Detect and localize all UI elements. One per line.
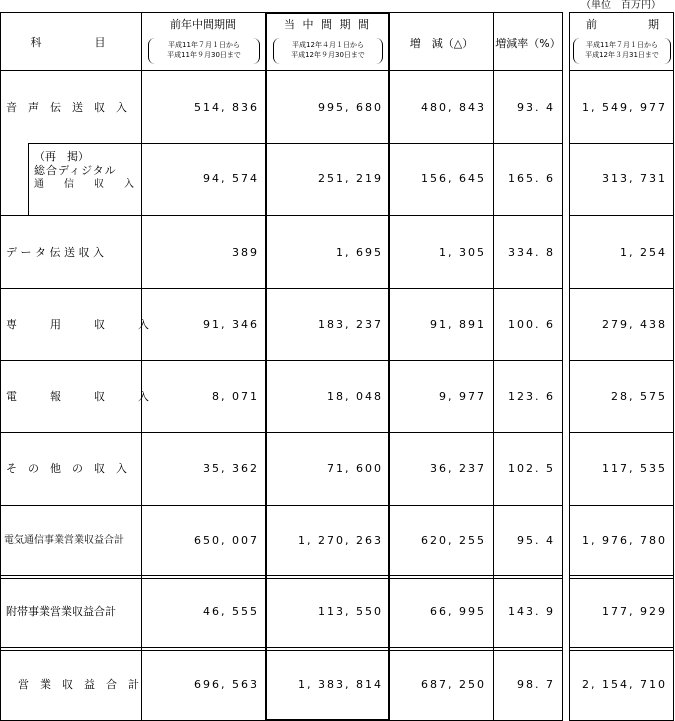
header-rule: [0, 70, 563, 71]
cell-prev-interim: 514, 836: [194, 101, 259, 114]
row-label: デ ー タ 伝 送 収 入: [6, 246, 104, 259]
cell-curr-interim: 1, 270, 263: [298, 534, 383, 547]
row-label: 総合ディジタル: [34, 164, 117, 177]
cell-rate: 123. 6: [508, 390, 555, 403]
row-rule: [0, 505, 563, 506]
row-rule: [569, 360, 674, 361]
row-label: 営 業 収 益 合 計: [18, 678, 139, 691]
cell-curr-interim: 251, 219: [318, 172, 383, 185]
cell-prev-fy: 2, 154, 710: [582, 678, 667, 691]
cell-prev-interim: 94, 574: [203, 172, 259, 185]
cell-prev-interim: 46, 555: [203, 605, 259, 618]
cell-prev-interim: 389: [232, 246, 259, 259]
row-rule: [0, 215, 563, 216]
cell-prev-interim: 8, 071: [212, 390, 259, 403]
row-rule-double: [569, 575, 674, 579]
cell-rate: 100. 6: [508, 318, 555, 331]
cell-rate: 165. 6: [508, 172, 555, 185]
cell-prev-fy: 279, 438: [602, 318, 667, 331]
cell-prev-fy: 117, 535: [602, 462, 667, 475]
header-prev-interim-period: 平成11年７月１日から 平成11年９月30日まで: [148, 38, 260, 64]
header-item: 科 目: [30, 36, 111, 49]
cell-prev-interim: 650, 007: [194, 534, 259, 547]
cell-prev-interim: 35, 362: [203, 462, 259, 475]
cell-change: 91, 891: [430, 318, 486, 331]
cell-prev-fy: 313, 731: [602, 172, 667, 185]
cell-prev-fy: 1, 549, 977: [582, 101, 667, 114]
row-rule: [28, 143, 141, 144]
row-label: そ の 他 の 収 入: [6, 462, 127, 475]
cell-prev-fy: 28, 575: [611, 390, 667, 403]
row-rule-double: [569, 647, 674, 651]
header-curr-interim-period: 平成12年４月１日から 平成12年９月30日まで: [273, 38, 383, 64]
row-label: 音 声 伝 送 収 入: [6, 101, 127, 114]
row-label: 電気通信事業営業収益合計: [4, 535, 124, 546]
row-rule-double: [0, 575, 563, 579]
cell-change: 36, 237: [430, 462, 486, 475]
row-label-cont: 通 信 収 入: [34, 179, 134, 190]
header-curr-interim: 当 中 間 期 間: [284, 18, 371, 31]
cell-change: 9, 977: [439, 390, 486, 403]
cell-curr-interim: 183, 237: [318, 318, 383, 331]
cell-rate: 143. 9: [508, 605, 555, 618]
cell-change: 156, 645: [421, 172, 486, 185]
row-rule: [569, 505, 674, 506]
row-label: 電 報 収 入: [6, 390, 149, 403]
header-prev-fy-period: 平成11年７月１日から 平成12年３月31日まで: [573, 38, 671, 64]
row-rule: [569, 288, 674, 289]
cell-rate: 98. 7: [517, 678, 555, 691]
cell-change: 66, 995: [430, 605, 486, 618]
cell-rate: 334. 8: [508, 246, 555, 259]
cell-curr-interim: 18, 048: [327, 390, 383, 403]
cell-curr-interim: 71, 600: [327, 462, 383, 475]
cell-prev-fy: 1, 254: [620, 246, 667, 259]
row-rule: [569, 143, 674, 144]
cell-curr-interim: 995, 680: [318, 101, 383, 114]
cell-rate: 93. 4: [517, 101, 555, 114]
cell-prev-fy: 177, 929: [602, 605, 667, 618]
row-rule: [0, 288, 563, 289]
header-change: 増 減（△）: [409, 37, 474, 50]
row-rule: [0, 432, 563, 433]
row-rule: [569, 432, 674, 433]
row-rule: [569, 215, 674, 216]
header-rule-fy: [569, 70, 674, 71]
row-rule-double: [0, 647, 563, 651]
header-prev-fy-a: 前: [586, 18, 597, 31]
unit-label: （単位 百万円）: [581, 0, 661, 11]
indent-line: [28, 143, 29, 215]
row-rule: [141, 143, 563, 144]
header-rate: 増減率（%）: [495, 37, 561, 50]
row-label-note: （再 掲）: [34, 150, 89, 163]
cell-prev-interim: 696, 563: [194, 678, 259, 691]
cell-curr-interim: 113, 550: [318, 605, 383, 618]
row-label: 専 用 収 入: [6, 318, 149, 331]
cell-curr-interim: 1, 695: [336, 246, 383, 259]
cell-change: 687, 250: [421, 678, 486, 691]
cell-curr-interim: 1, 383, 814: [298, 678, 383, 691]
cell-rate: 95. 4: [517, 534, 555, 547]
row-rule: [0, 360, 563, 361]
cell-change: 620, 255: [421, 534, 486, 547]
cell-change: 480, 843: [421, 101, 486, 114]
row-label: 附帯事業営業収益合計: [6, 605, 116, 618]
header-prev-interim: 前年中間期間: [170, 18, 236, 31]
header-prev-fy-b: 期: [648, 18, 659, 31]
cell-change: 1, 305: [439, 246, 486, 259]
cell-prev-fy: 1, 976, 780: [582, 534, 667, 547]
cell-prev-interim: 91, 346: [203, 318, 259, 331]
cell-rate: 102. 5: [508, 462, 555, 475]
